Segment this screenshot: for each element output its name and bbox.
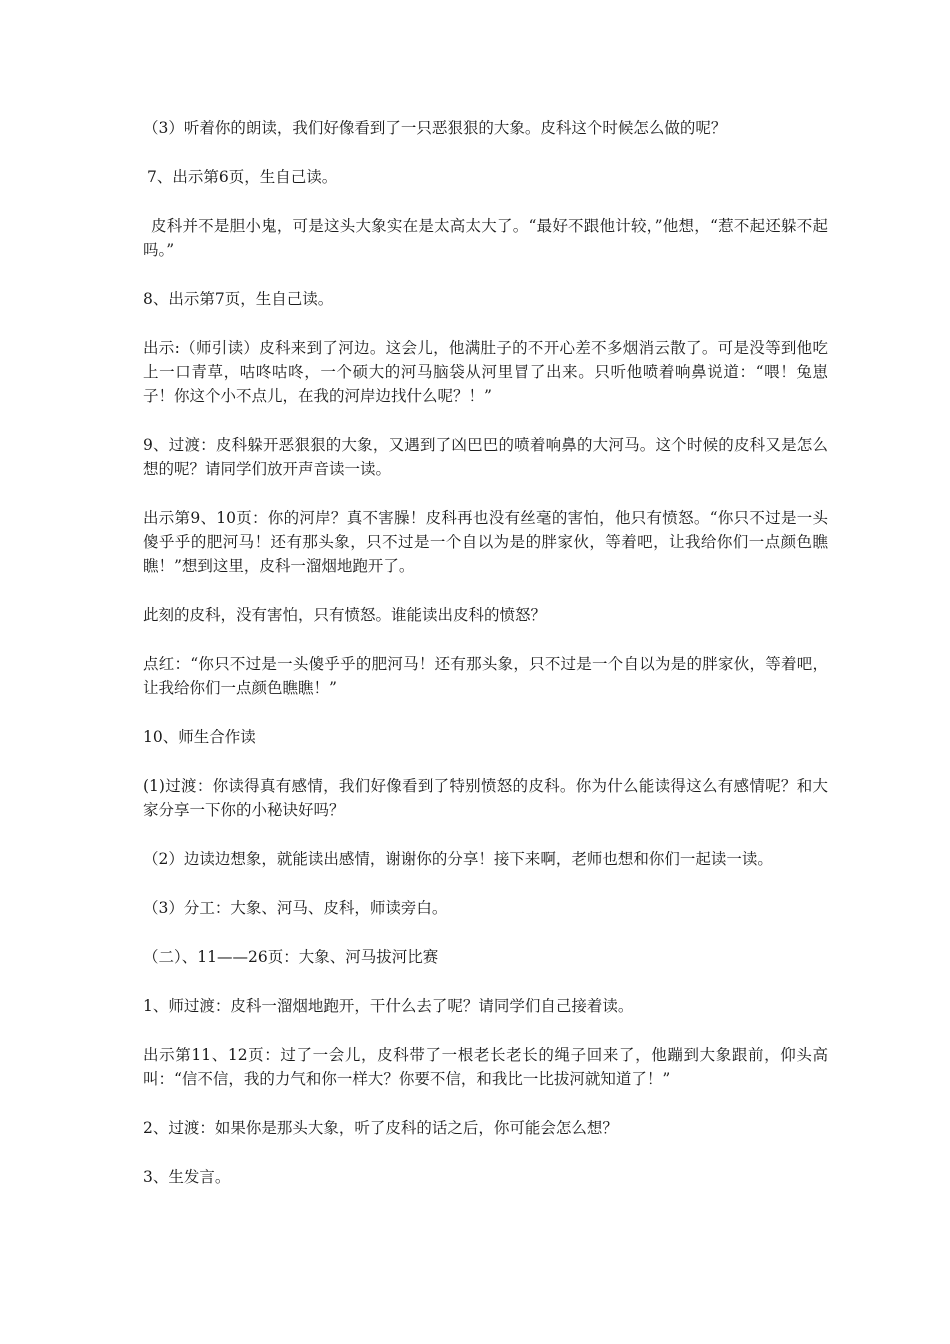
paragraph-reading-question: （3）听着你的朗读，我们好像看到了一只恶狠狠的大象。皮科这个时候怎么做的呢？ <box>143 119 727 137</box>
paragraph-section-2-step-2: 2、过渡：如果你是那头大象，听了皮科的话之后，你可能会怎么想？ <box>143 1119 618 1137</box>
paragraph-step-9: 9、过渡：皮科躲开恶狠狠的大象，又遇到了凶巴巴的喷着响鼻的大河马。这个时候的皮科又是怎么想的呢？请同学们放开声音读一读。 <box>143 436 828 478</box>
paragraph-highlight: 点红：“你只不过是一头傻乎乎的肥河马！还有那头象，只不过是一个自以为是的胖家伙，等着吧，让我给你们一点颜色瞧瞧！” <box>143 655 828 697</box>
paragraph-page-6-text: 皮科并不是胆小鬼，可是这头大象实在是太高太大了。“最好不跟他计较，”他想，“惹不起还躲不起吗。” <box>143 217 828 259</box>
paragraph-page-9-10-text: 出示第9、10页：你的河岸？真不害臊！皮科再也没有丝毫的害怕，他只有愤怒。“你只不过是一头傻乎乎的肥河马！还有那头象，只不过是一个自以为是的胖家伙，等着吧，让我给你们一点颜色瞧瞧！”想到这里，皮科一溜烟地跑开了。 <box>143 509 828 575</box>
paragraph-step-7: 7、出示第6页，生自己读。 <box>147 168 338 186</box>
paragraph-step-10-2: （2）边读边想象，就能读出感情，谢谢你的分享！接下来啊，老师也想和你们一起读一读。 <box>143 850 773 868</box>
paragraph-section-2-heading: （二）、11——26页：大象、河马拔河比赛 <box>143 948 439 966</box>
paragraph-section-2-step-1: 1、师过渡：皮科一溜烟地跑开，干什么去了呢？请同学们自己接着读。 <box>143 997 634 1015</box>
paragraph-step-10-1: (1)过渡：你读得真有感情，我们好像看到了特别愤怒的皮科。你为什么能读得这么有感情呢？和大家分享一下你的小秘诀好吗？ <box>143 777 828 819</box>
document-page <box>143 116 828 1214</box>
paragraph-step-8: 8、出示第7页，生自己读。 <box>143 290 334 308</box>
paragraph-section-2-step-3: 3、生发言。 <box>143 1168 231 1186</box>
paragraph-step-10: 10、师生合作读 <box>143 728 256 746</box>
paragraph-step-10-3: （3）分工：大象、河马、皮科，师读旁白。 <box>143 899 448 917</box>
paragraph-page-11-12-text: 出示第11、12页：过了一会儿，皮科带了一根老长老长的绳子回来了，他蹦到大象跟前，仰头高叫：“信不信，我的力气和你一样大？你要不信，和我比一比拔河就知道了！” <box>143 1046 828 1088</box>
paragraph-anger-question: 此刻的皮科，没有害怕，只有愤怒。谁能读出皮科的愤怒？ <box>143 606 547 624</box>
paragraph-page-7-text: 出示:（师引读）皮科来到了河边。这会儿，他满肚子的不开心差不多烟消云散了。可是没等到他吃上一口青草，咕咚咕咚，一个硕大的河马脑袋从河里冒了出来。只听他喷着响鼻说道：“喂！兔崽子！你这个小不点儿，在我的河岸边找什么呢？！” <box>143 339 828 405</box>
